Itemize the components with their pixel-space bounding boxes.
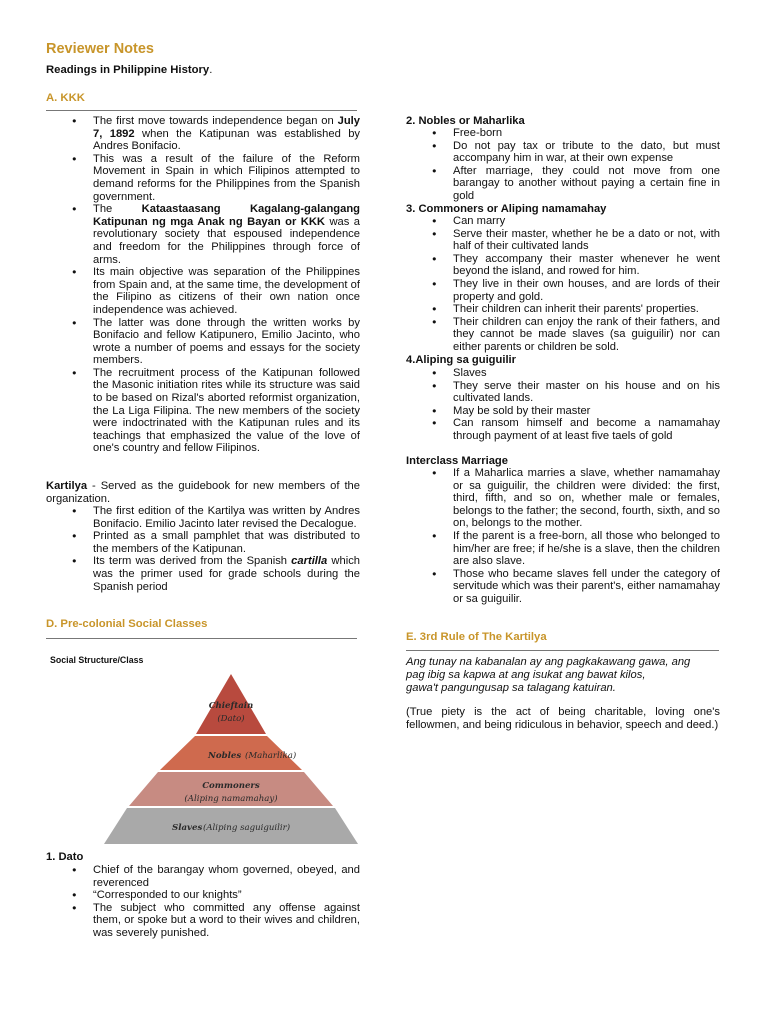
commoners-heading: 3. Commoners or Aliping namamahay (406, 203, 607, 215)
pyramid-label-dato: (Dato) (217, 714, 245, 724)
kartilya-quote (406, 656, 720, 695)
kartilya-cartilla: cartilla (291, 555, 328, 568)
interclass-item-2: ● If the parent is a free-born, all those who belonged to him/her are free; if he/she is a slave, then the children are also slave. (453, 530, 720, 568)
aliping-item-2: ● They serve their master on his house and on his cultivated lands. (453, 380, 720, 405)
pyramid-label-chieftain: Chieftain (208, 701, 254, 711)
nobles-item-3: ● After marriage, they could not move from one barangay to another without paying a certain fine in gold (453, 165, 720, 203)
commoners-list (453, 215, 720, 354)
kkk-item-2: ● This was a result of the failure of the Reform Movement in Spain in which Filipinos attempted to demand reforms for the Philippines from the Spanish government. (93, 153, 360, 203)
nobles-item-1: ● Free-born (453, 127, 720, 140)
pyramid-label-saguiguilir: (Aliping saguiguilir) (203, 823, 291, 833)
aliping-item-4: ● Can ransom himself and become a namamahay through payment of at least five taels of gold (453, 417, 720, 442)
kkk-item-1-a: The first move towards independence began on (93, 115, 334, 127)
kartilya-item-2: ● Printed as a small pamphlet that was distributed to the members of the Katipunan. (93, 530, 360, 555)
page-subtitle (46, 64, 212, 77)
commoners-item-1: ● Can marry (453, 215, 720, 228)
kartilya-definition (46, 480, 360, 505)
commoners-item-2: ● Serve their master, whether he be a dato or not, with half of their cultivated lands (453, 228, 720, 253)
aliping-list (453, 367, 720, 443)
kkk-full-name: Kataastaasang Kagalang-galangang Katipunan ng mga Anak ng Bayan or KKK (93, 203, 360, 228)
quote-line-3: gawa't pangungusap sa talagang katuiran. (406, 682, 616, 694)
social-pyramid (100, 672, 362, 847)
interclass-item-3: ● Those who became slaves fell under the category of servitude which was their parent's, either namamahay or sa guiguilir. (453, 568, 720, 606)
nobles-list (453, 127, 720, 203)
pyramid-label-slaves: Slaves (172, 823, 203, 833)
section-d-rule (46, 638, 357, 639)
section-e-rule (406, 650, 719, 651)
kartilya-item-3 (93, 555, 360, 593)
dato-item-3: ● The subject who committed any offense against them, or spoke but a word to their wives and children, was severely punished. (93, 902, 360, 940)
kartilya-item-3-a: Its term was derived from the Spanish (93, 555, 288, 568)
kkk-item-6: ● The recruitment process of the Katipunan followed the Masonic initiation rites while its structure was said to be based on Rizal's aborted reformist organization, the La Liga Filipina. The new members of the society were indoctrinated with the Katipunan rules and its teachings that emphasized the value of the love of one's country and fellow Filipinos. (93, 367, 360, 455)
aliping-item-3: ● May be sold by their master (453, 405, 720, 418)
kkk-item-1 (93, 115, 360, 153)
dato-heading: 1. Dato (46, 851, 84, 863)
dato-item-1: ● Chief of the barangay whom governed, obeyed, and reverenced (93, 864, 360, 889)
interclass-heading: Interclass Marriage (406, 455, 508, 467)
kkk-item-1-c: when the Katipunan was established by Andres Bonifacio. (93, 127, 361, 153)
pyramid-label-namamahay: (Aliping namamahay) (184, 794, 278, 804)
interclass-list (453, 467, 720, 606)
commoners-item-3: ● They accompany their master whenever he went beyond the island, and rowed for him. (453, 253, 720, 278)
kartilya-term: Kartilya (46, 480, 88, 492)
interclass-item-1: ● If a Maharlica marries a slave, whether namamahay or sa guiguilir, the children were divided: the first, third, fifth, and so on, whether male or females, belongs to the father; the second, fourth, sixth, and so on, belongs to the mother. (453, 467, 720, 530)
pyramid-label-maharlika: (Maharlika) (245, 751, 297, 761)
nobles-item-2: ● Do not pay tax or tribute to the dato, but must accompany him in war, at their own expense (453, 140, 720, 165)
kartilya-item-1: ● The first edition of the Kartilya was written by Andres Bonifacio. Emilio Jacinto later revised the Decalogue. (93, 505, 360, 530)
kartilya-def-text: - Served as the guidebook for new members of the organization. (46, 480, 360, 505)
kkk-item-4: ● Its main objective was separation of the Philippines from Spain and, at the same time, the development of the Filipino as citizens of their own nation once independence was achieved. (93, 266, 360, 316)
kkk-list (93, 115, 360, 455)
kkk-item-3-c: was a revolutionary society that espoused independence and freedom for the Philippines through force of arms. (93, 215, 361, 266)
kartilya-list (93, 505, 360, 593)
dato-list (93, 864, 360, 940)
page-title: Reviewer Notes (46, 41, 154, 57)
section-a-rule (46, 110, 357, 111)
quote-line-2: pag ibig sa kapwa at ang isukat ang bawat kilos, (406, 669, 646, 681)
section-d-heading: D. Pre-colonial Social Classes (46, 618, 208, 630)
kkk-item-5: ● The latter was done through the written works by Bonifacio and fellow Katipunero, Emilio Jacinto, who wrote a number of poems and essays for the society members. (93, 317, 360, 367)
figure-title: Social Structure/Class (50, 655, 144, 665)
commoners-item-5: ● Their children can inherit their parents' properties. (453, 303, 720, 316)
quote-translation: (True piety is the act of being charitable, loving one's fellowmen, and being ridiculous in behavior, speech and deed.) (406, 706, 720, 731)
aliping-heading: 4.Aliping sa guiguilir (406, 354, 517, 366)
kkk-item-3-a: The (93, 203, 113, 216)
quote-line-1: Ang tunay na kabanalan ay ang pagkakawang gawa, ang (406, 656, 691, 668)
section-a-heading: A. KKK (46, 92, 85, 104)
aliping-item-1: ● Slaves (453, 367, 720, 380)
pyramid-label-nobles: Nobles (208, 751, 242, 761)
pyramid-label-commoners: Commoners (202, 781, 260, 791)
commoners-item-6: ● Their children can enjoy the rank of their fathers, and they cannot be made slaves (sa guiguilir) nor can either parents or children be sold. (453, 316, 720, 354)
nobles-heading: 2. Nobles or Maharlika (406, 115, 525, 127)
commoners-item-4: ● They live in their own houses, and are lords of their property and gold. (453, 278, 720, 303)
kkk-date: July 7, 1892 (93, 115, 361, 140)
section-e-heading: E. 3rd Rule of The Kartilya (406, 631, 547, 643)
subtitle-text: Readings in Philippine History (46, 64, 210, 76)
kkk-item-3 (93, 203, 360, 266)
kartilya-item-3-c: which was the primer used for grade schools during the Spanish period (93, 555, 361, 593)
subtitle-end: . (209, 64, 213, 76)
dato-item-2: ● “Corresponded to our knights” (93, 889, 360, 902)
